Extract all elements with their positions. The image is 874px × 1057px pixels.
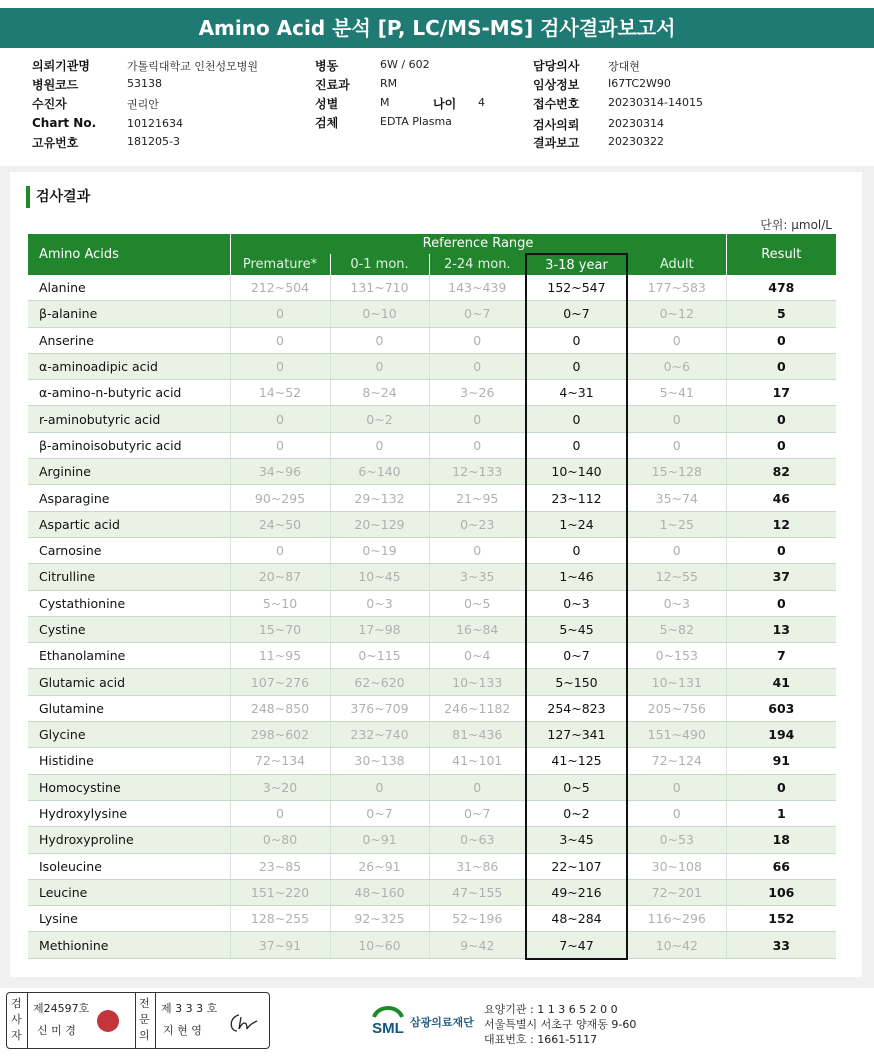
reference-range-cell: 3~26 — [429, 380, 526, 406]
reference-range-cell: 0 — [627, 432, 726, 458]
reference-range-cell: 90~295 — [230, 485, 330, 511]
amino-acid-name: Citrulline — [28, 564, 230, 590]
col-reference-range: Reference Range — [230, 234, 726, 254]
reference-range-cell: 23~85 — [230, 853, 330, 879]
amino-acid-name: Lysine — [28, 906, 230, 932]
result-value: 0 — [726, 353, 836, 379]
reference-range-cell: 3~45 — [526, 827, 627, 853]
reference-range-cell: 0~3 — [526, 590, 627, 616]
amino-acid-name: Histidine — [28, 748, 230, 774]
reference-range-cell: 0~6 — [627, 353, 726, 379]
reference-range-cell: 37~91 — [230, 932, 330, 959]
reference-range-cell: 7~47 — [526, 932, 627, 959]
reference-range-cell: 0 — [627, 800, 726, 826]
receipt-label: 접수번호 — [533, 97, 580, 111]
table-row — [28, 643, 836, 669]
result-value: 152 — [726, 906, 836, 932]
reference-range-cell: 0 — [627, 327, 726, 353]
result-value: 603 — [726, 695, 836, 721]
sex-value: M — [380, 96, 390, 109]
reference-range-cell: 72~201 — [627, 879, 726, 905]
reference-range-cell: 0~7 — [330, 800, 429, 826]
reference-range-cell: 205~756 — [627, 695, 726, 721]
reference-range-cell: 0 — [526, 327, 627, 353]
table-row — [28, 406, 836, 432]
reference-range-cell: 0~7 — [429, 301, 526, 327]
reference-range-cell: 21~95 — [429, 485, 526, 511]
reference-range-cell: 49~216 — [526, 879, 627, 905]
report-header — [0, 50, 874, 165]
reference-range-cell: 47~155 — [429, 879, 526, 905]
reference-range-cell: 0 — [627, 774, 726, 800]
result-value: 13 — [726, 616, 836, 642]
reference-range-cell: 298~602 — [230, 722, 330, 748]
reference-range-cell: 0~53 — [627, 827, 726, 853]
reference-range-cell: 4~31 — [526, 380, 627, 406]
reference-range-cell: 0~80 — [230, 827, 330, 853]
request-value: 20230314 — [608, 117, 664, 130]
reference-range-cell: 0 — [429, 406, 526, 432]
reference-range-cell: 128~255 — [230, 906, 330, 932]
hospital-code-value: 53138 — [127, 77, 162, 90]
doctor-label: 담당의사 — [533, 59, 580, 73]
reference-range-cell: 0 — [230, 406, 330, 432]
reference-range-cell: 48~160 — [330, 879, 429, 905]
reference-range-cell: 0 — [429, 353, 526, 379]
reference-range-cell: 0 — [330, 432, 429, 458]
table-row — [28, 853, 836, 879]
reference-range-cell: 5~41 — [627, 380, 726, 406]
reference-range-cell: 3~35 — [429, 564, 526, 590]
hospital-code-label: 병원코드 — [32, 78, 79, 92]
result-value: 12 — [726, 511, 836, 537]
reference-range-cell: 1~25 — [627, 511, 726, 537]
reference-range-cell: 131~710 — [330, 275, 429, 301]
reference-range-cell: 12~55 — [627, 564, 726, 590]
signature-icon — [225, 1011, 259, 1035]
specimen-value: EDTA Plasma — [380, 115, 452, 128]
reference-range-cell: 10~131 — [627, 669, 726, 695]
table-row — [28, 301, 836, 327]
reference-range-cell: 0~23 — [429, 511, 526, 537]
amino-acid-name: Cystine — [28, 616, 230, 642]
reference-range-cell: 177~583 — [627, 275, 726, 301]
table-row — [28, 380, 836, 406]
amino-acid-name: Arginine — [28, 459, 230, 485]
chart-no-label: Chart No. — [32, 116, 97, 130]
result-value: 41 — [726, 669, 836, 695]
reference-range-cell: 1~24 — [526, 511, 627, 537]
section-title: 검사결과 — [26, 186, 90, 208]
table-row — [28, 906, 836, 932]
reference-range-cell: 12~133 — [429, 459, 526, 485]
result-value: 46 — [726, 485, 836, 511]
reference-range-cell: 0 — [230, 537, 330, 563]
reference-range-cell: 0~10 — [330, 301, 429, 327]
inspector-name: 신 미 경 — [37, 1024, 76, 1037]
result-value: 82 — [726, 459, 836, 485]
specialist-number: 제 3 3 3 호 — [161, 1002, 218, 1015]
table-row — [28, 748, 836, 774]
clinical-label: 임상정보 — [533, 78, 580, 92]
reference-range-cell: 15~70 — [230, 616, 330, 642]
reference-range-cell: 14~52 — [230, 380, 330, 406]
reference-range-cell: 81~436 — [429, 722, 526, 748]
amino-acid-name: α-amino-n-butyric acid — [28, 380, 230, 406]
patient-label: 수진자 — [32, 97, 67, 111]
reference-range-cell: 212~504 — [230, 275, 330, 301]
reference-range-cell: 48~284 — [526, 906, 627, 932]
table-row — [28, 432, 836, 458]
reference-range-cell: 5~82 — [627, 616, 726, 642]
reference-range-cell: 0 — [526, 537, 627, 563]
amino-acid-name: Glycine — [28, 722, 230, 748]
reference-range-cell: 34~96 — [230, 459, 330, 485]
ward-value: 6W / 602 — [380, 58, 430, 71]
reference-range-cell: 0~7 — [429, 800, 526, 826]
table-row — [28, 879, 836, 905]
amino-acid-name: Carnosine — [28, 537, 230, 563]
logo-text: SML — [372, 1020, 404, 1037]
table-row — [28, 827, 836, 853]
result-value: 0 — [726, 590, 836, 616]
table-row — [28, 616, 836, 642]
reference-range-cell: 246~1182 — [429, 695, 526, 721]
receipt-value: 20230314-14015 — [608, 96, 703, 109]
reference-range-cell: 17~98 — [330, 616, 429, 642]
reference-range-cell: 11~95 — [230, 643, 330, 669]
reference-range-cell: 23~112 — [526, 485, 627, 511]
inspector-number: 제24597호 — [33, 1002, 90, 1015]
col-amino-acids: Amino Acids — [28, 234, 230, 275]
result-value: 478 — [726, 275, 836, 301]
reference-range-cell: 0~4 — [429, 643, 526, 669]
reference-range-cell: 151~220 — [230, 879, 330, 905]
unit-label: 단위: μmol/L — [760, 218, 832, 232]
reference-range-cell: 10~45 — [330, 564, 429, 590]
reference-range-cell: 0~7 — [526, 301, 627, 327]
amino-acid-name: Ethanolamine — [28, 643, 230, 669]
reference-range-cell: 52~196 — [429, 906, 526, 932]
amino-acid-name: Isoleucine — [28, 853, 230, 879]
age-value: 4 — [478, 96, 485, 109]
reference-range-cell: 1~46 — [526, 564, 627, 590]
report-title: Amino Acid 분석 [P, LC/MS-MS] 검사결과보고서 — [0, 8, 874, 48]
reference-range-cell: 35~74 — [627, 485, 726, 511]
reference-range-cell: 0~5 — [526, 774, 627, 800]
reference-range-cell: 0 — [230, 327, 330, 353]
table-row — [28, 695, 836, 721]
patient-value: 권리안 — [127, 98, 159, 111]
col-adult: Adult — [627, 254, 726, 275]
table-row — [28, 537, 836, 563]
reference-range-cell: 0~3 — [330, 590, 429, 616]
signature-box — [6, 992, 270, 1049]
reference-range-cell: 376~709 — [330, 695, 429, 721]
reference-range-cell: 10~133 — [429, 669, 526, 695]
amino-acid-name: Alanine — [28, 275, 230, 301]
dept-value: RM — [380, 77, 398, 90]
reference-range-cell: 0~2 — [330, 406, 429, 432]
reference-range-cell: 232~740 — [330, 722, 429, 748]
reference-range-cell: 0 — [526, 432, 627, 458]
amino-acid-name: Cystathionine — [28, 590, 230, 616]
result-value: 37 — [726, 564, 836, 590]
reference-range-cell: 10~60 — [330, 932, 429, 959]
reference-range-cell: 0 — [429, 537, 526, 563]
result-value: 1 — [726, 800, 836, 826]
reference-range-cell: 29~132 — [330, 485, 429, 511]
reference-range-cell: 127~341 — [526, 722, 627, 748]
request-label: 검사의뢰 — [533, 118, 580, 132]
amino-acid-name: Anserine — [28, 327, 230, 353]
care-institution-no: 요양기관 : 1 1 3 6 5 2 0 0 — [484, 1003, 618, 1016]
amino-acid-name: α-aminoadipic acid — [28, 353, 230, 379]
amino-acid-name: Homocystine — [28, 774, 230, 800]
reference-range-cell: 9~42 — [429, 932, 526, 959]
table-row — [28, 459, 836, 485]
result-value: 0 — [726, 774, 836, 800]
clinical-value: I67TC2W90 — [608, 77, 671, 90]
reference-range-cell: 0 — [627, 537, 726, 563]
amino-acid-name: Aspartic acid — [28, 511, 230, 537]
reference-range-cell: 0 — [429, 432, 526, 458]
table-row — [28, 932, 836, 959]
table-row — [28, 327, 836, 353]
result-value: 91 — [726, 748, 836, 774]
amino-acid-name: Hydroxyproline — [28, 827, 230, 853]
table-row — [28, 564, 836, 590]
reference-range-cell: 0 — [330, 327, 429, 353]
reference-range-cell: 92~325 — [330, 906, 429, 932]
reference-range-cell: 107~276 — [230, 669, 330, 695]
reference-range-cell: 116~296 — [627, 906, 726, 932]
reference-range-cell: 41~125 — [526, 748, 627, 774]
specialist-label: 전문의 — [139, 997, 150, 1042]
reference-range-cell: 3~20 — [230, 774, 330, 800]
reference-range-cell: 0~7 — [526, 643, 627, 669]
result-value: 5 — [726, 301, 836, 327]
reference-range-cell: 152~547 — [526, 275, 627, 301]
col-result: Result — [726, 234, 836, 275]
col-premature: Premature* — [230, 254, 330, 275]
col-0-1-mon: 0-1 mon. — [330, 254, 429, 275]
amino-acid-name: β-aminoisobutyric acid — [28, 432, 230, 458]
reference-range-cell: 22~107 — [526, 853, 627, 879]
reference-range-cell: 10~42 — [627, 932, 726, 959]
reference-range-cell: 62~620 — [330, 669, 429, 695]
amino-acid-name: Asparagine — [28, 485, 230, 511]
report-date-label: 결과보고 — [533, 136, 580, 150]
result-value: 33 — [726, 932, 836, 959]
ward-label: 병동 — [315, 59, 339, 73]
reference-range-cell: 20~129 — [330, 511, 429, 537]
reference-range-cell: 31~86 — [429, 853, 526, 879]
reference-range-cell: 30~108 — [627, 853, 726, 879]
col-3-18-year: 3-18 year — [526, 254, 627, 275]
result-value: 7 — [726, 643, 836, 669]
reference-range-cell: 26~91 — [330, 853, 429, 879]
reference-range-cell: 41~101 — [429, 748, 526, 774]
reference-range-cell: 5~150 — [526, 669, 627, 695]
reference-range-cell: 72~124 — [627, 748, 726, 774]
reference-range-cell: 0~12 — [627, 301, 726, 327]
table-row — [28, 485, 836, 511]
reference-range-cell: 0 — [230, 301, 330, 327]
reference-range-cell: 0~5 — [429, 590, 526, 616]
dept-label: 진료과 — [315, 78, 350, 92]
reference-range-cell: 0~115 — [330, 643, 429, 669]
amino-acid-name: β-alanine — [28, 301, 230, 327]
specialist-name: 지 현 영 — [163, 1024, 202, 1037]
reference-range-cell: 16~84 — [429, 616, 526, 642]
reference-range-cell: 0 — [526, 406, 627, 432]
result-value: 106 — [726, 879, 836, 905]
result-value: 66 — [726, 853, 836, 879]
reference-range-cell: 0 — [330, 774, 429, 800]
table-row — [28, 590, 836, 616]
results-table — [28, 234, 836, 960]
reference-range-cell: 0 — [429, 327, 526, 353]
reference-range-cell: 248~850 — [230, 695, 330, 721]
result-value: 194 — [726, 722, 836, 748]
result-value: 0 — [726, 537, 836, 563]
result-value: 0 — [726, 327, 836, 353]
result-value: 18 — [726, 827, 836, 853]
reference-range-cell: 6~140 — [330, 459, 429, 485]
reference-range-cell: 0 — [429, 774, 526, 800]
reference-range-cell: 0~3 — [627, 590, 726, 616]
seal-stamp-icon — [97, 1010, 119, 1032]
phone-number: 대표번호 : 1661-5117 — [484, 1033, 598, 1046]
reference-range-cell: 5~45 — [526, 616, 627, 642]
amino-acid-name: Methionine — [28, 932, 230, 959]
sml-logo-icon — [368, 1003, 408, 1041]
reference-range-cell: 20~87 — [230, 564, 330, 590]
col-2-24-mon: 2-24 mon. — [429, 254, 526, 275]
reference-range-cell: 72~134 — [230, 748, 330, 774]
reference-range-cell: 0~153 — [627, 643, 726, 669]
table-row — [28, 774, 836, 800]
age-label: 나이 — [433, 97, 457, 111]
org-name: 삼광의료재단 — [410, 1016, 474, 1029]
institution-label: 의뢰기관명 — [32, 59, 90, 73]
reference-range-cell: 5~10 — [230, 590, 330, 616]
amino-acid-name: r-aminobutyric acid — [28, 406, 230, 432]
reference-range-cell: 24~50 — [230, 511, 330, 537]
amino-acid-name: Leucine — [28, 879, 230, 905]
unique-no-label: 고유번호 — [32, 136, 79, 150]
reference-range-cell: 0 — [330, 353, 429, 379]
reference-range-cell: 0~63 — [429, 827, 526, 853]
reference-range-cell: 0 — [230, 353, 330, 379]
reference-range-cell: 151~490 — [627, 722, 726, 748]
inspector-label: 검사자 — [11, 997, 22, 1042]
reference-range-cell: 8~24 — [330, 380, 429, 406]
reference-range-cell: 0 — [230, 432, 330, 458]
result-value: 0 — [726, 406, 836, 432]
table-row — [28, 722, 836, 748]
reference-range-cell: 0 — [627, 406, 726, 432]
reference-range-cell: 15~128 — [627, 459, 726, 485]
reference-range-cell: 30~138 — [330, 748, 429, 774]
amino-acid-name: Hydroxylysine — [28, 800, 230, 826]
specimen-label: 검체 — [315, 116, 339, 130]
table-row — [28, 353, 836, 379]
report-date-value: 20230322 — [608, 135, 664, 148]
table-row — [28, 511, 836, 537]
reference-range-cell: 0 — [230, 800, 330, 826]
result-value: 17 — [726, 380, 836, 406]
unique-no-value: 181205-3 — [127, 135, 180, 148]
table-row — [28, 800, 836, 826]
table-row — [28, 669, 836, 695]
reference-range-cell: 10~140 — [526, 459, 627, 485]
chart-no-value: 10121634 — [127, 117, 183, 130]
reference-range-cell: 0~19 — [330, 537, 429, 563]
result-value: 0 — [726, 432, 836, 458]
amino-acid-name: Glutamine — [28, 695, 230, 721]
table-row — [28, 275, 836, 301]
reference-range-cell: 254~823 — [526, 695, 627, 721]
doctor-value: 장대현 — [608, 60, 640, 73]
reference-range-cell: 0~2 — [526, 800, 627, 826]
reference-range-cell: 0 — [526, 353, 627, 379]
institution-value: 가톨릭대학교 인천성모병원 — [127, 60, 259, 73]
amino-acid-name: Glutamic acid — [28, 669, 230, 695]
sex-label: 성별 — [315, 97, 339, 111]
address: 서울특별시 서초구 양재동 9-60 — [484, 1018, 637, 1031]
reference-range-cell: 0~91 — [330, 827, 429, 853]
reference-range-cell: 143~439 — [429, 275, 526, 301]
